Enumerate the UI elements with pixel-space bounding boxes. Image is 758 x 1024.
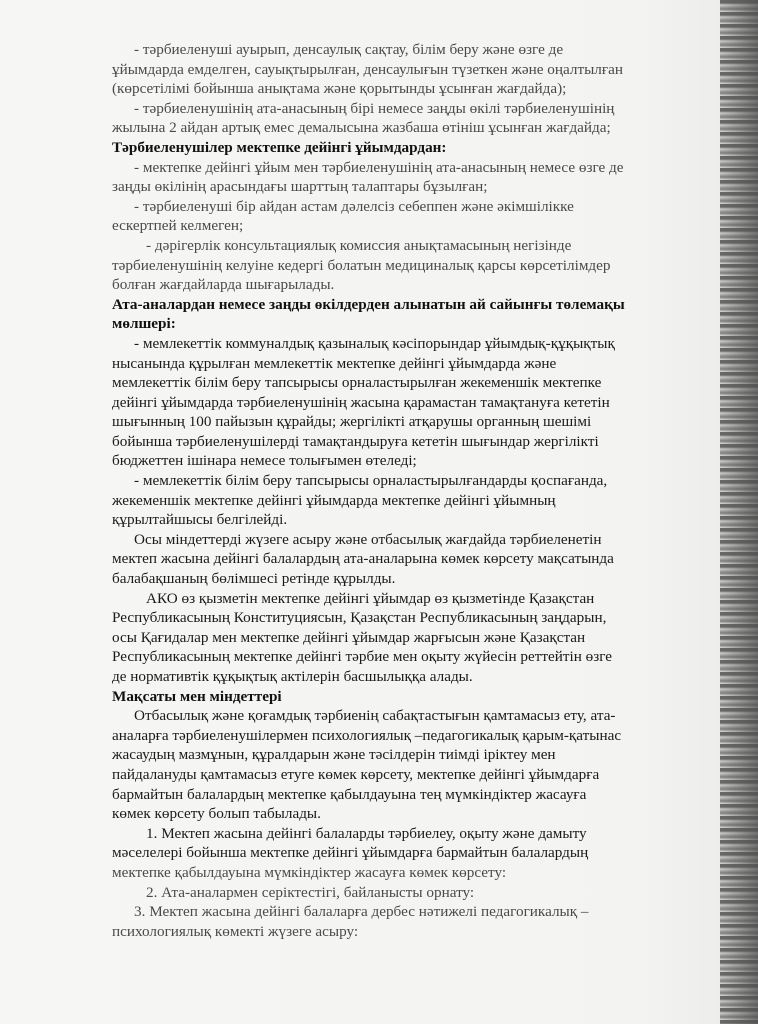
text-line: Республикасының Конституциясын, Қазақстан Республикасының заңдарын, — [112, 609, 607, 627]
text-line: жасаудың мазмұнын, құралдарын және тәсілдерін тиімді іріктеу мен — [112, 746, 556, 764]
text-line: бойынша тәрбиеленушілерді тамақтандыруға кететін шығындар жергілікті — [112, 432, 599, 450]
text-line: Республикасының мектепке дейінгі тәрбие мен оқыту жүйесін реттейтін өзге — [112, 648, 613, 666]
text-line: - дәрігерлік консультациялық комиссия анықтамасының негізінде — [146, 236, 572, 254]
text-line: де нормативтік құқықтық актілерін басшылыққа алады. — [112, 668, 473, 685]
text-line: шығынның 100 пайызын құрайды; жергілікті атқарушы органның шешімі — [112, 413, 592, 431]
text-line: мектепке қабылдауына мүмкіндіктер жасауға көмек көрсету: — [112, 863, 507, 881]
text-line: ұйымдарда емделген, сауықтырылған, денсаулығын түзеткен және оңалтылған — [112, 60, 623, 78]
text-line: - мемлекеттік коммуналдық қазыналық кәсіпорындар ұйымдық-құқықтық — [134, 334, 615, 352]
text-line: мемлекеттік білім беру тапсырысы орналастырылған жекеменшік мектепке — [112, 374, 602, 392]
text-line: ескертпей келмеген; — [112, 217, 244, 235]
text-line: көмек көрсету болып табылады. — [112, 805, 321, 823]
text-line: осы Қағидалар мен мектепке дейінгі ұйымдар жарғысын және Қазақстан — [112, 628, 586, 646]
section-heading: мөлшері: — [112, 315, 176, 333]
text-line: аналарға тәрбиеленушілермен психологиялық –педагогикалық қарым-қатынас — [112, 726, 622, 744]
text-line: заңды өкілінің арасындағы шарттың талаптары бұзылған; — [112, 178, 488, 196]
text-line: - мемлекеттік білім беру тапсырысы орналастырылғандарды қоспағанда, — [134, 472, 608, 490]
text-line: мәселелері бойынша мектепке дейінгі ұйымдарға бармайтын балалардың — [112, 844, 589, 862]
text-line: дейінгі ұйымдарда тәрбиеленушінің жасына қарамастан тамақтануға кететін — [112, 393, 610, 411]
text-line: құрылтайшысы белгілейді. — [112, 511, 288, 529]
text-line: балабақшаның бөлімшесі ретінде құрылды. — [112, 570, 396, 588]
text-line: Отбасылық және қоғамдық тәрбиенің сабақтастығын қамтамасыз ету, ата- — [134, 707, 616, 725]
text-line: нысанында құрылған мемлекеттік мектепке дейінгі ұйымдарда және — [112, 354, 557, 372]
section-heading: Тәрбиеленушілер мектепке дейінгі ұйымдардан: — [112, 138, 447, 156]
scan-edge-shadow — [720, 0, 758, 1024]
text-line: АКО өз қызметін мектепке дейінгі ұйымдар өз қызметінде Қазақстан — [146, 589, 595, 607]
text-line: бармайтын балалардың мектепке қабылдауына тең мүмкіндіктер жасауға — [112, 785, 587, 803]
text-line: (көрсетілімі бойынша анықтама және қорытынды ұсынған жағдайда); — [112, 80, 567, 98]
text-line: 2. Ата-аналармен серіктестігі, байланысты орнату: — [146, 883, 475, 901]
text-line: - тәрбиеленушінің ата-анасының бірі немесе заңды өкілі тәрбиеленушінің — [134, 99, 615, 117]
text-line: бюджеттен ішінара немесе толығымен өтеледі; — [112, 452, 417, 470]
text-line: Осы міндеттерді жүзеге асыру және отбасылық жағдайда тәрбиеленетін — [134, 530, 602, 548]
text-line: мектеп жасына дейінгі балалардың ата-аналарына көмек көрсету мақсатында — [112, 550, 614, 568]
section-heading: Мақсаты мен міндеттері — [112, 687, 282, 705]
section-heading: Ата-аналардан немесе заңды өкілдерден алынатын ай сайынғы төлемақы — [112, 295, 625, 313]
text-line: 3. Мектеп жасына дейінгі балаларға дербес нәтижелі педагогикалық – — [134, 903, 589, 921]
text-line: пайдалануды қамтамасыз етуге көмек көрсету, мектепке дейінгі ұйымдарға — [112, 765, 600, 783]
text-line: - тәрбиеленуші бір айдан астам дәлелсіз себеппен және әкімшілікке — [134, 197, 574, 215]
document-body — [112, 40, 720, 941]
text-line: психологиялық көмекті жүзеге асыру: — [112, 922, 359, 940]
text-line: болған жағдайларда шығарылады. — [112, 276, 335, 294]
text-line: жекеменшік мектепке дейінгі ұйымдарда мектепке дейінгі ұйымның — [112, 491, 556, 509]
text-line: 1. Мектеп жасына дейінгі балаларды тәрбиелеу, оқыту және дамыту — [146, 824, 587, 842]
text-line: жылына 2 айдан артық емес демалысына жазбаша өтініш ұсынған жағдайда; — [112, 119, 611, 137]
text-line: - мектепке дейінгі ұйым мен тәрбиеленушінің ата-анасының немесе өзге де — [134, 158, 624, 176]
text-line: тәрбиеленушінің келуіне кедергі болатын медициналық қарсы көрсетілімдер — [112, 256, 611, 274]
text-line: - тәрбиеленуші ауырып, денсаулық сақтау, білім беру және өзге де — [134, 41, 564, 58]
